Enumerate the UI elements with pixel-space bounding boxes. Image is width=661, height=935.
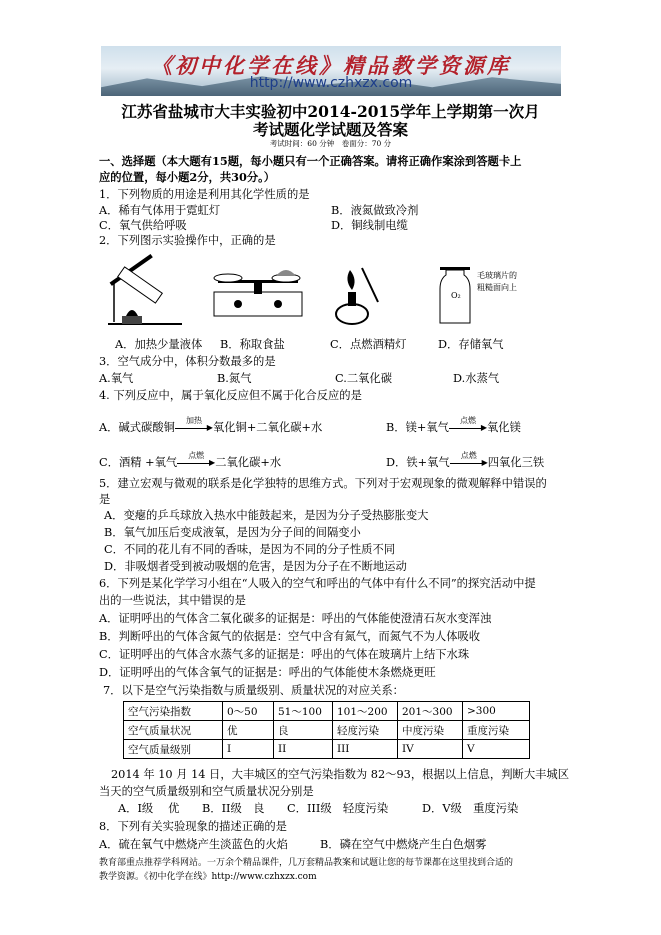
q7-text-line1: 2014 年 10 月 14 日，大丰城区的空气污染指数为 82～93，根据以上信息，判断大丰城区 bbox=[111, 768, 570, 781]
footer-line1: 教育部重点推荐学科网站。一万余个精品课件，几万套精品教案和试题让您的每节课都在这里找到合适的 bbox=[99, 858, 514, 868]
q3-option-c: C.二氧化碳 bbox=[335, 372, 393, 385]
air-quality-table bbox=[123, 701, 530, 759]
balance-figure bbox=[208, 262, 308, 322]
table-row bbox=[124, 702, 530, 721]
q5-option-c: C．不同的花儿有不同的香味，是因为不同的分子性质不同 bbox=[104, 543, 396, 556]
q8-option-a: A．硫在氧气中燃烧产生淡蓝色的火焰 bbox=[99, 838, 288, 851]
q2-option-a: A．加热少量液体 bbox=[115, 338, 203, 351]
gas-bottle-note-1: 毛玻璃片的 bbox=[477, 271, 517, 280]
q5-stem-line2: 是 bbox=[99, 493, 111, 506]
q5-stem-line1: 5．建立宏观与微观的联系是化学独特的思维方式。下列对于宏观现象的微观解释中错误的 bbox=[99, 477, 547, 490]
exam-meta: 考试时间：60 分钟 卷面分：70 分 bbox=[269, 139, 392, 148]
q6-option-a: A．证明呼出的气体含二氧化碳多的证据是：呼出的气体能使澄清石灰水变浑浊 bbox=[99, 612, 492, 625]
alcohol-lamp-figure bbox=[332, 258, 384, 326]
q7-text-line2: 当天的空气质量级别和空气质量状况分别是 bbox=[99, 785, 314, 798]
q7-options: A．I级 优 B．II级 良 C．III级 轻度污染 D．V级 重度污染 bbox=[118, 802, 519, 815]
table-cell: 201～300 bbox=[398, 702, 463, 721]
q5-option-b: B．氧气加压后变成液氧，是因为分子间的间隔变小 bbox=[104, 526, 361, 539]
q1-stem: 1．下列物质的用途是利用其化学性质的是 bbox=[99, 188, 310, 201]
q5-option-a: A．变瘪的乒乓球放入热水中能鼓起来，是因为分子受热膨胀变大 bbox=[104, 509, 429, 522]
table-cell: 良 bbox=[274, 721, 333, 740]
table-cell: >300 bbox=[463, 702, 530, 721]
table-row bbox=[124, 740, 530, 759]
table-cell: V bbox=[463, 740, 530, 759]
page-title-line1: 江苏省盐城市大丰实验初中2014-2015学年上学期第一次月 bbox=[121, 102, 540, 121]
q4-option-c bbox=[99, 451, 282, 471]
q6-stem-line2: 出的一些说法，其中错误的是 bbox=[99, 594, 246, 607]
q1-option-a: A．稀有气体用于霓虹灯 bbox=[99, 204, 221, 217]
q1-option-c: C．氧气供给呼吸 bbox=[99, 219, 187, 232]
table-cell: 101～200 bbox=[333, 702, 398, 721]
q2-stem: 2．下列图示实验操作中，正确的是 bbox=[99, 234, 276, 247]
banner bbox=[101, 46, 561, 96]
q6-option-c: C．证明呼出的气体含水蒸气多的证据是：呼出的气体在玻璃片上结下水珠 bbox=[99, 648, 470, 661]
table-cell: I bbox=[223, 740, 274, 759]
q4-d-condition: 点燃 bbox=[460, 451, 477, 460]
q6-stem-line1: 6．下列是某化学学习小组在“人吸入的空气和呼出的气体中有什么不同”的探究活动中提 bbox=[99, 577, 536, 590]
q5-option-d: D．非吸烟者受到被动吸烟的危害，是因为分子在不断地运动 bbox=[104, 560, 407, 573]
page-title-line2: 考试题化学试题及答案 bbox=[252, 120, 408, 139]
q4-c-products: 二氧化碳+水 bbox=[215, 456, 282, 469]
q3-option-a: A.氧气 bbox=[99, 372, 134, 385]
banner-url[interactable]: http://www.czhxzx.com bbox=[249, 75, 413, 91]
table-cell: II bbox=[274, 740, 333, 759]
q2-option-b: B．称取食盐 bbox=[220, 338, 285, 351]
section-heading-line2: 应的位置，每小题2分，共30分。） bbox=[99, 170, 276, 184]
table-cell: 0～50 bbox=[223, 702, 274, 721]
table-cell: IV bbox=[398, 740, 463, 759]
table-cell: 空气质量状况 bbox=[124, 721, 223, 740]
table-cell: III bbox=[333, 740, 398, 759]
q1-option-d: D．铜线制电缆 bbox=[331, 219, 408, 232]
gas-bottle-label: O₂ bbox=[451, 291, 461, 300]
q2-option-c: C．点燃酒精灯 bbox=[330, 338, 407, 351]
q4-b-reactants: B．镁+氧气 bbox=[386, 421, 449, 434]
q3-stem: 3．空气成分中，体积分数最多的是 bbox=[99, 355, 276, 368]
banner-title: 《初中化学在线》精品教学资源库 bbox=[151, 53, 511, 78]
gas-bottle-note-2: 粗糙面向上 bbox=[477, 283, 517, 292]
q4-d-products: 四氧化三铁 bbox=[487, 456, 545, 469]
q4-a-reactants: A．碱式碳酸铜 bbox=[99, 421, 175, 434]
q6-option-d: D．证明呼出的气体含氧气的证据是：呼出的气体能使木条燃烧更旺 bbox=[99, 666, 436, 679]
q4-c-reactants: C．酒精 +氧气 bbox=[99, 456, 178, 469]
table-cell: 空气污染指数 bbox=[124, 702, 223, 721]
q2-option-d: D．存储氧气 bbox=[438, 338, 504, 351]
table-cell: 中度污染 bbox=[398, 721, 463, 740]
heating-liquid-figure bbox=[104, 252, 188, 328]
q1-option-b: B．液氮做致冷剂 bbox=[331, 204, 419, 217]
q4-a-products: 氧化铜+二氧化碳+水 bbox=[212, 421, 323, 434]
q3-option-b: B.氮气 bbox=[217, 372, 252, 385]
table-cell: 51～100 bbox=[274, 702, 333, 721]
q3-option-d: D.水蒸气 bbox=[453, 372, 500, 385]
q4-d-reactants: D．铁+氧气 bbox=[386, 456, 450, 469]
q4-c-condition: 点燃 bbox=[188, 451, 205, 460]
q4-a-condition: 加热 bbox=[185, 416, 202, 425]
q8-stem: 8．下列有关实验现象的描述正确的是 bbox=[99, 820, 287, 833]
table-cell: 重度污染 bbox=[463, 721, 530, 740]
section-heading-line1: 一、选择题（本大题有15题，每小题只有一个正确答案。请将正确作案涂到答题卡上 bbox=[99, 154, 522, 168]
table-row bbox=[124, 721, 530, 740]
q4-stem: 4. 下列反应中，属于氧化反应但不属于化合反应的是 bbox=[99, 389, 362, 402]
q4-option-a bbox=[99, 416, 323, 436]
q8-option-b: B．磷在空气中燃烧产生白色烟雾 bbox=[320, 838, 487, 851]
table-cell: 轻度污染 bbox=[333, 721, 398, 740]
q4-option-d bbox=[386, 451, 545, 471]
q7-stem: 7．以下是空气污染指数与质量级别、质量状况的对应关系： bbox=[103, 684, 404, 697]
footer-line2: 教学资源。《初中化学在线》http://www.czhxzx.com bbox=[99, 872, 317, 882]
arrow-icon: 点燃 ▶ bbox=[450, 457, 488, 469]
q4-option-b bbox=[386, 416, 521, 436]
table-cell: 空气质量级别 bbox=[124, 740, 223, 759]
arrow-icon: 点燃 ▶ bbox=[449, 422, 487, 434]
arrow-icon: 点燃 ▶ bbox=[177, 457, 215, 469]
q4-b-products: 氧化镁 bbox=[486, 421, 521, 434]
q6-option-b: B．判断呼出的气体含氮气的依据是：空气中含有氮气，而氮气不为人体吸收 bbox=[99, 630, 481, 643]
q4-b-condition: 点燃 bbox=[459, 416, 476, 425]
arrow-icon: 加热 ▶ bbox=[175, 422, 213, 434]
table-cell: 优 bbox=[223, 721, 274, 740]
